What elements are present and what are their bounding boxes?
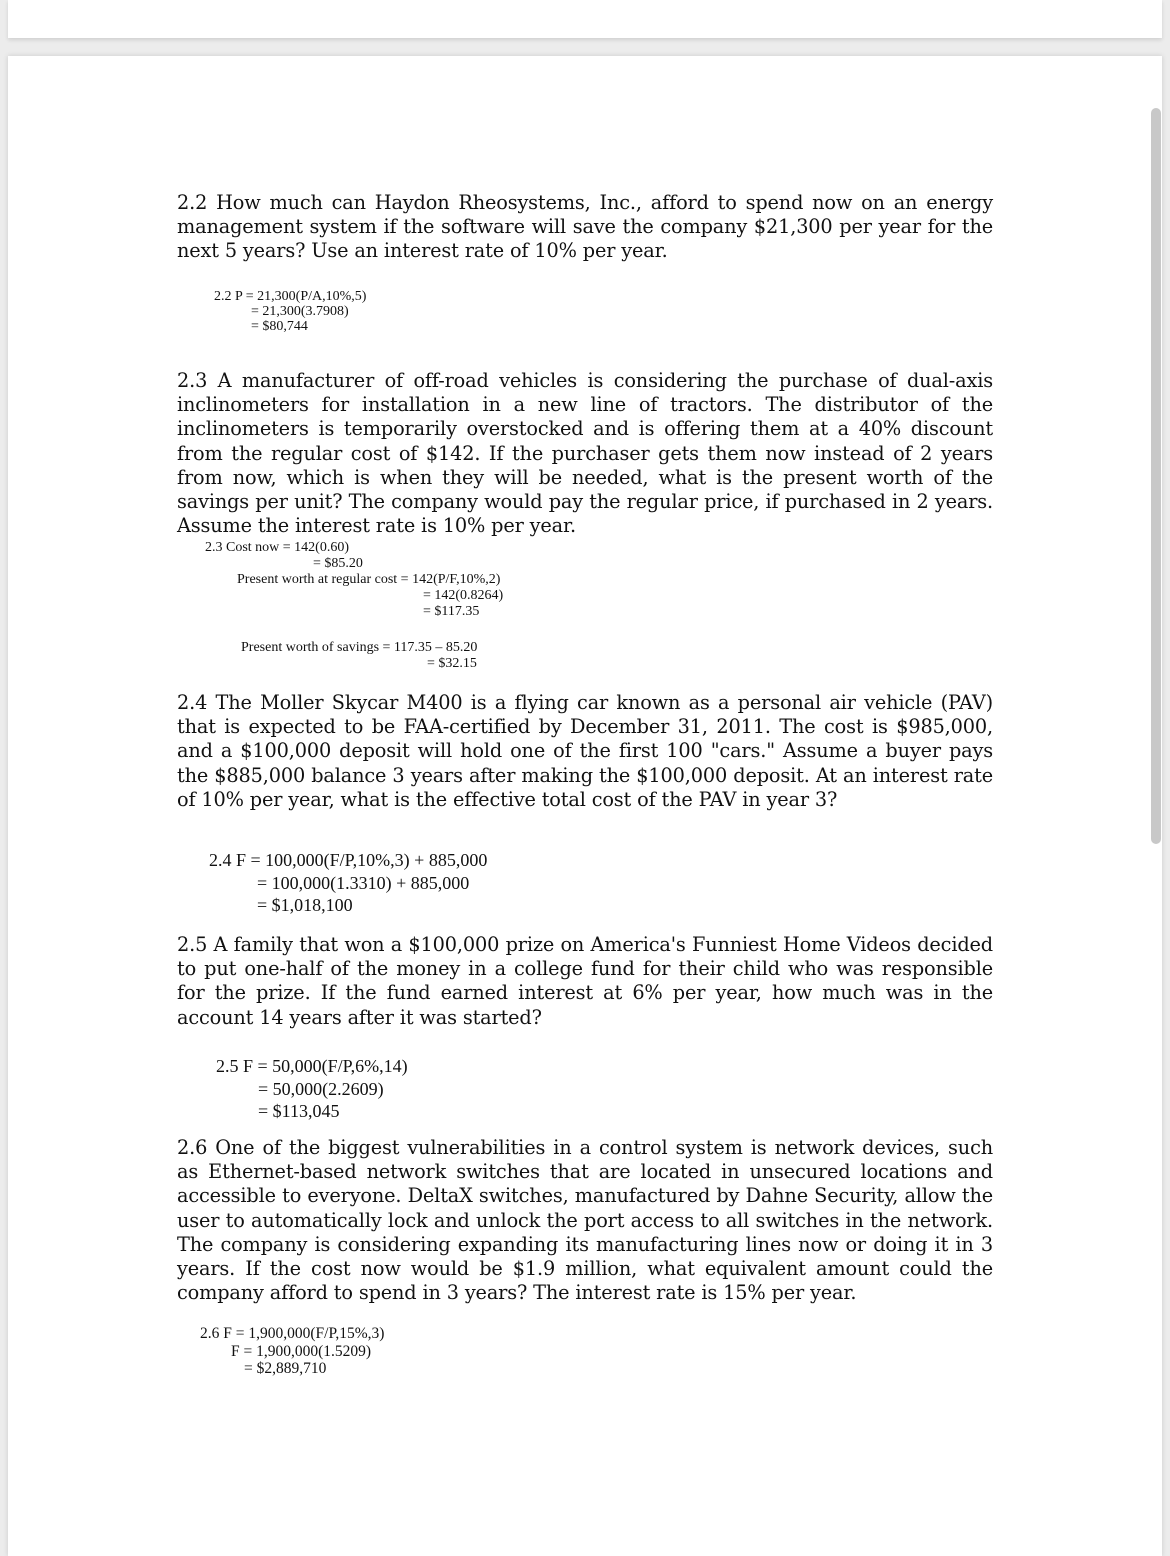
- previous-page: [8, 0, 1162, 38]
- problem-2-5-solution: 2.5 F = 50,000(F/P,6%,14) = 50,000(2.2609) = $113,045: [216, 1056, 408, 1121]
- problem-2-3-question: 2.3 A manufacturer of off-road vehicles is considering the purchase of dual-axis inclinometers for installation in a new line of tractors. The distributor of the inclinometers is temporarily overstocked and is offering them at a 40% discount from the regular cost of $142. If the purchaser gets them now instead of 2 years from now, which is when they will be needed, what is the present worth of the savings per unit? The company would pay the regular price, if purchased in 2 years. Assume the interest rate is 10% per year.: [177, 369, 993, 538]
- problem-2-4-question: 2.4 The Moller Skycar M400 is a flying car known as a personal air vehicle (PAV) that is expected to be FAA-certified by December 31, 2011. The cost is $985,000, and a $100,000 deposit will hold one of the first 100 "cars." Assume a buyer pays the $885,000 balance 3 years after making the $100,000 deposit. At an interest rate of 10% per year, what is the effective total cost of the PAV in year 3?: [177, 691, 993, 811]
- problem-2-2-question: 2.2 How much can Haydon Rheosystems, Inc., afford to spend now on an energy management system if the software will save the company $21,300 per year for the next 5 years? Use an interest rate of 10% per year.: [177, 191, 993, 263]
- scrollbar-thumb[interactable]: [1151, 108, 1161, 844]
- problem-2-4-solution: 2.4 F = 100,000(F/P,10%,3) + 885,000 = 100,000(1.3310) + 885,000 = $1,018,100: [209, 850, 488, 915]
- problem-2-5-question: 2.5 A family that won a $100,000 prize on America's Funniest Home Videos decided to put one-half of the money in a college fund for their child who was responsible for the prize. If the fund earned interest at 6% per year, how much was in the account 14 years after it was started?: [177, 933, 993, 1029]
- problem-2-2-solution: 2.2 P = 21,300(P/A,10%,5) = 21,300(3.7908) = $80,744: [214, 289, 367, 334]
- problem-2-6-solution: 2.6 F = 1,900,000(F/P,15%,3) F = 1,900,000(1.5209) = $2,889,710: [200, 1325, 385, 1377]
- problem-2-3-solution: 2.3 Cost now = 142(0.60) = $85.20 Present worth at regular cost = 142(P/F,10%,2) = 142(0.8264) = $117.35 Present worth of savings = 117.35 – 85.20 = $32.15: [205, 540, 504, 671]
- problem-2-6-question: 2.6 One of the biggest vulnerabilities in a control system is network devices, such as Ethernet-based network switches that are located in unsecured locations and accessible to everyone. DeltaX switches, manufactured by Dahne Security, allow the user to automatically lock and unlock the port access to all switches in the network. The company is considering expanding its manufacturing lines now or doing it in 3 years. If the cost now would be $1.9 million, what equivalent amount could the company afford to spend in 3 years? The interest rate is 15% per year.: [177, 1136, 993, 1305]
